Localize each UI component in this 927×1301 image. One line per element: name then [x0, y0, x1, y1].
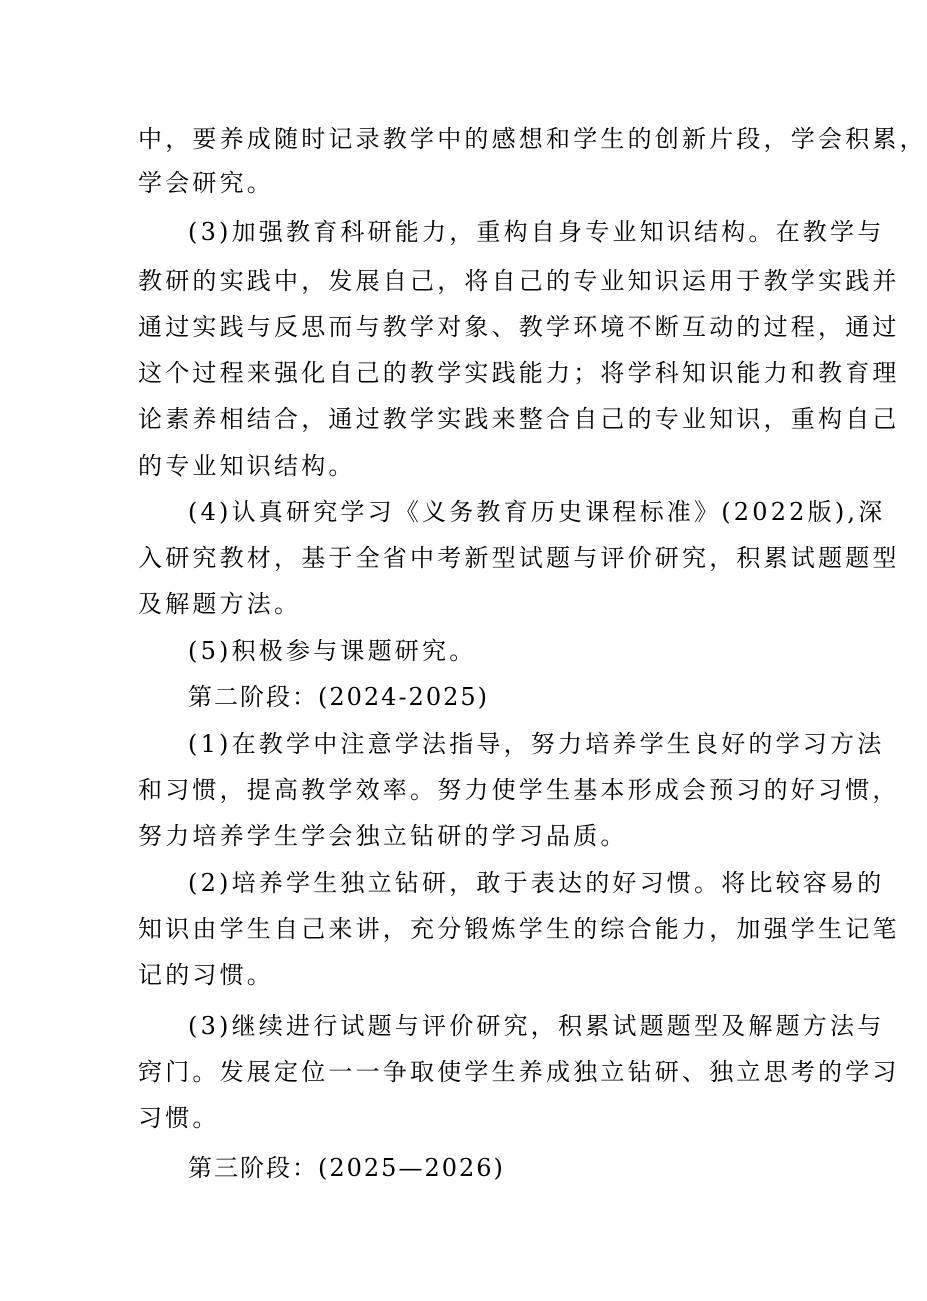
paragraph-start-line: (5)积极参与课题研究。	[188, 637, 477, 665]
text-line: 及解题方法。	[138, 590, 302, 618]
text-line: 知识由学生自己来讲，充分锻炼学生的综合能力，加强学生记笔	[138, 915, 900, 943]
paragraph-start-line: (3)加强教育科研能力，重构自身专业知识结构。在教学与	[188, 218, 885, 246]
text-line: 习惯。	[138, 1104, 220, 1132]
text-line: 这个过程来强化自己的教学实践能力；将学科知识能力和教育理	[138, 359, 900, 387]
text-line: 努力培养学生学会独立钻研的学习品质。	[138, 822, 628, 850]
paragraph-start-line: (2)培养学生独立钻研，敢于表达的好习惯。将比较容易的	[188, 869, 885, 897]
text-line: 记的习惯。	[138, 961, 274, 989]
text-line: 学会研究。	[138, 169, 274, 197]
text-line: 中，要养成随时记录教学中的感想和学生的创新片段，学会积累，	[138, 125, 927, 153]
text-line: 和习惯，提高教学效率。努力使学生基本形成会预习的好习惯，	[138, 776, 900, 804]
text-line: 教研的实践中，发展自己，将自己的专业知识运用于教学实践并	[138, 267, 900, 295]
text-line: 的专业知识结构。	[138, 452, 356, 480]
paragraph-start-line: (4)认真研究学习《义务教育历史课程标准》(2022版),深	[188, 498, 886, 526]
section-heading: 第二阶段：(2024-2025)	[188, 683, 489, 711]
paragraph-start-line: (3)继续进行试题与评价研究，积累试题题型及解题方法与	[188, 1012, 885, 1040]
text-line: 窍门。发展定位一一争取使学生养成独立钻研、独立思考的学习	[138, 1058, 900, 1086]
section-heading: 第三阶段：(2025—2026)	[188, 1154, 505, 1182]
text-line: 论素养相结合，通过教学实践来整合自己的专业知识，重构自己	[138, 405, 900, 433]
text-line: 入研究教材，基于全省中考新型试题与评价研究，积累试题题型	[138, 544, 900, 572]
text-line: 通过实践与反思而与教学对象、教学环境不断互动的过程，通过	[138, 313, 900, 341]
paragraph-start-line: (1)在教学中注意学法指导，努力培养学生良好的学习方法	[188, 730, 885, 758]
